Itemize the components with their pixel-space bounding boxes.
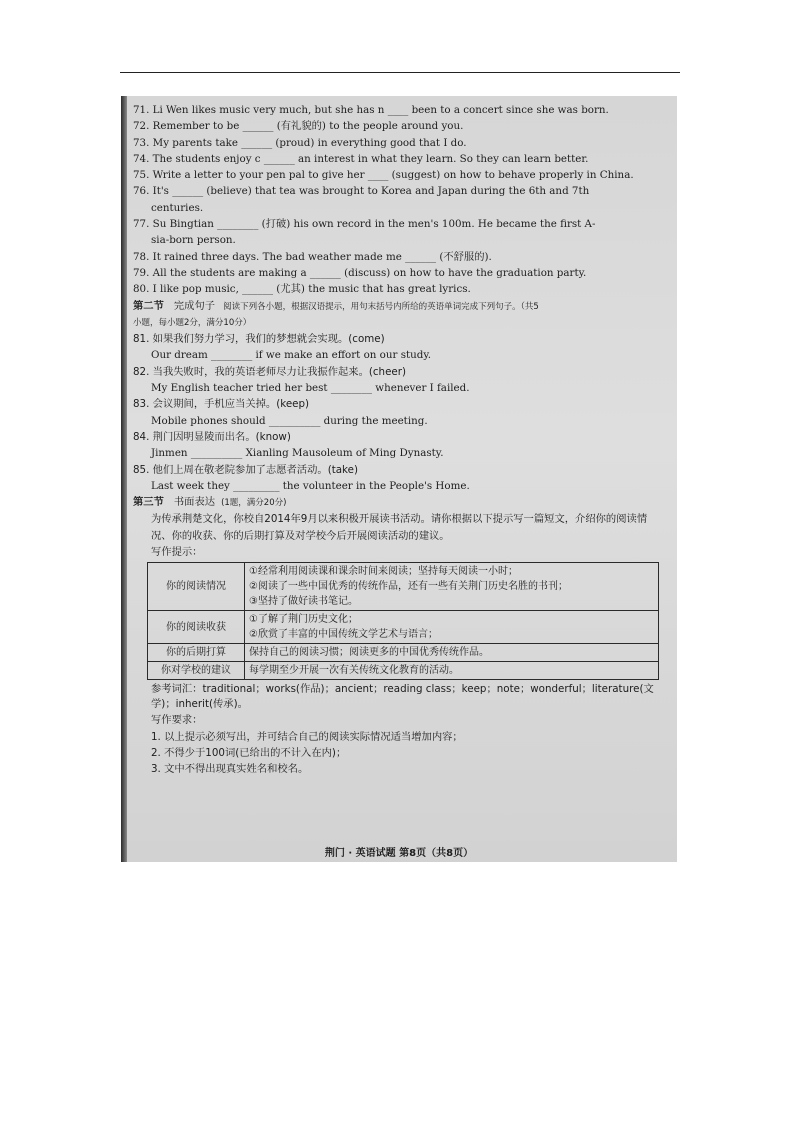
question-line: 72. Remember to be ______ (有礼貌的) to the people around you. bbox=[133, 120, 464, 133]
question-line: sia-born person. bbox=[151, 234, 236, 247]
questions-81-85 bbox=[133, 331, 665, 494]
question-line: 76. It's ______ (believe) that tea was brought to Korea and Japan during the 6th and 7th bbox=[133, 185, 590, 198]
section2-instruction-cont: 小题，每小题2分，满分10分） bbox=[133, 317, 252, 328]
writing-hints-table bbox=[147, 562, 659, 680]
question-en: Our dream ________ if we make an effort on our study. bbox=[151, 349, 432, 362]
question-line: 77. Su Bingtian ________ (打破) his own record in the men's 100m. He became the first A- bbox=[133, 218, 596, 231]
section3-score: (1题，满分20分) bbox=[221, 498, 287, 509]
section3-label: 第三节 bbox=[133, 496, 164, 509]
question-cn: 84. 荆门因明显陵而出名。(know) bbox=[133, 430, 291, 443]
section2-label: 第二节 bbox=[133, 299, 164, 312]
row-header: 你的后期打算 bbox=[148, 644, 245, 662]
hint-label: 写作提示： bbox=[151, 546, 203, 559]
hint-item: ③坚持了做好读书笔记。 bbox=[249, 596, 358, 608]
questions-71-80 bbox=[133, 102, 665, 298]
hint-item: ①经常利用阅读课和课余时间来阅读；坚持每天阅读一小时； bbox=[249, 566, 518, 578]
exam-page-photo bbox=[121, 96, 677, 862]
section2-instruction: 阅读下列各小题，根据汉语提示，用句末括号内所给的英语单词完成下列句子。（共5 bbox=[223, 301, 539, 312]
question-line: 79. All the students are making a ______ (discuss) on how to have the graduation party. bbox=[133, 266, 587, 279]
question-en: My English teacher tried her best ________ whenever I failed. bbox=[151, 382, 470, 395]
exam-content bbox=[133, 102, 665, 778]
question-en: Mobile phones should __________ during the meeting. bbox=[151, 414, 428, 427]
row-content: 保持自己的阅读习惯；阅读更多的中国优秀传统作品。 bbox=[245, 644, 659, 662]
question-en: Jinmen __________ Xianling Mausoleum of Ming Dynasty. bbox=[151, 447, 444, 460]
question-cn: 83. 会议期间，手机应当关掉。(keep) bbox=[133, 398, 310, 411]
row-header: 你的阅读收获 bbox=[148, 611, 245, 644]
hint-item: ①了解了荆门历史文化； bbox=[249, 614, 358, 626]
question-en: Last week they _________ the volunteer in the People's Home. bbox=[151, 479, 470, 492]
question-line: 74. The students enjoy c ______ an interest in what they learn. So they can learn better. bbox=[133, 152, 589, 165]
section3-prompt: 为传承荆楚文化，你校自2014年9月以来积极开展读书活动。请你根据以下提示写一篇短文，介绍你的阅读情况、你的收获、你的后期打算及对学校今后开展阅读活动的建议。 bbox=[151, 513, 648, 542]
question-line: 80. I like pop music, ______ (尤其) the music that has great lyrics. bbox=[133, 283, 471, 296]
table-row bbox=[148, 563, 659, 611]
requirement-item: 2. 不得少于100词(已给出的不计入在内)； bbox=[151, 746, 347, 759]
question-line: 73. My parents take ______ (proud) in everything good that I do. bbox=[133, 136, 467, 149]
page-top-rule bbox=[120, 72, 680, 73]
reference-vocabulary: 参考词汇：traditional；works(作品)；ancient；reading class；keep；note；wonderful；literature(文学)；inherit(传承)。 bbox=[151, 683, 654, 711]
table-row bbox=[148, 611, 659, 644]
table-row bbox=[148, 662, 659, 680]
question-line: 78. It rained three days. The bad weather made me ______ (不舒服的). bbox=[133, 250, 492, 263]
row-content: 每学期至少开展一次有关传统文化教育的活动。 bbox=[245, 662, 659, 680]
hint-item: ②欣赏了丰富的中国传统文学艺术与语言； bbox=[249, 629, 438, 641]
question-line: centuries. bbox=[151, 201, 204, 214]
question-line: 71. Li Wen likes music very much, but she has n ____ been to a concert since she was born. bbox=[133, 104, 609, 116]
requirement-item: 3. 文中不得出现真实姓名和校名。 bbox=[151, 763, 309, 776]
question-cn: 81. 如果我们努力学习，我们的梦想就会实现。(come) bbox=[133, 333, 385, 346]
photo-left-shadow bbox=[121, 96, 127, 862]
question-line: 75. Write a letter to your pen pal to give her ____ (suggest) on how to behave properly in China. bbox=[133, 169, 634, 182]
section3-header bbox=[133, 494, 665, 511]
row-header: 你的阅读情况 bbox=[148, 563, 245, 611]
row-content bbox=[245, 611, 659, 644]
section3-title: 书面表达 bbox=[173, 496, 216, 509]
section2-title: 完成句子 bbox=[173, 299, 216, 312]
table-row bbox=[148, 644, 659, 662]
page-footer: 荆门 · 英语试题 第8页（共8页） bbox=[324, 848, 474, 859]
row-content bbox=[245, 563, 659, 611]
question-cn: 82. 当我失败时，我的英语老师尽力让我振作起来。(cheer) bbox=[133, 365, 407, 378]
requirement-item: 1. 以上提示必须写出，并可结合自己的阅读实际情况适当增加内容； bbox=[151, 730, 463, 743]
hint-item: ②阅读了一些中国优秀的传统作品，还有一些有关荆门历史名胜的书刊； bbox=[249, 581, 568, 593]
question-cn: 85. 他们上周在敬老院参加了志愿者活动。(take) bbox=[133, 463, 359, 476]
section2-header bbox=[133, 298, 665, 315]
requirements-label: 写作要求： bbox=[151, 714, 203, 727]
row-header: 你对学校的建议 bbox=[148, 662, 245, 680]
